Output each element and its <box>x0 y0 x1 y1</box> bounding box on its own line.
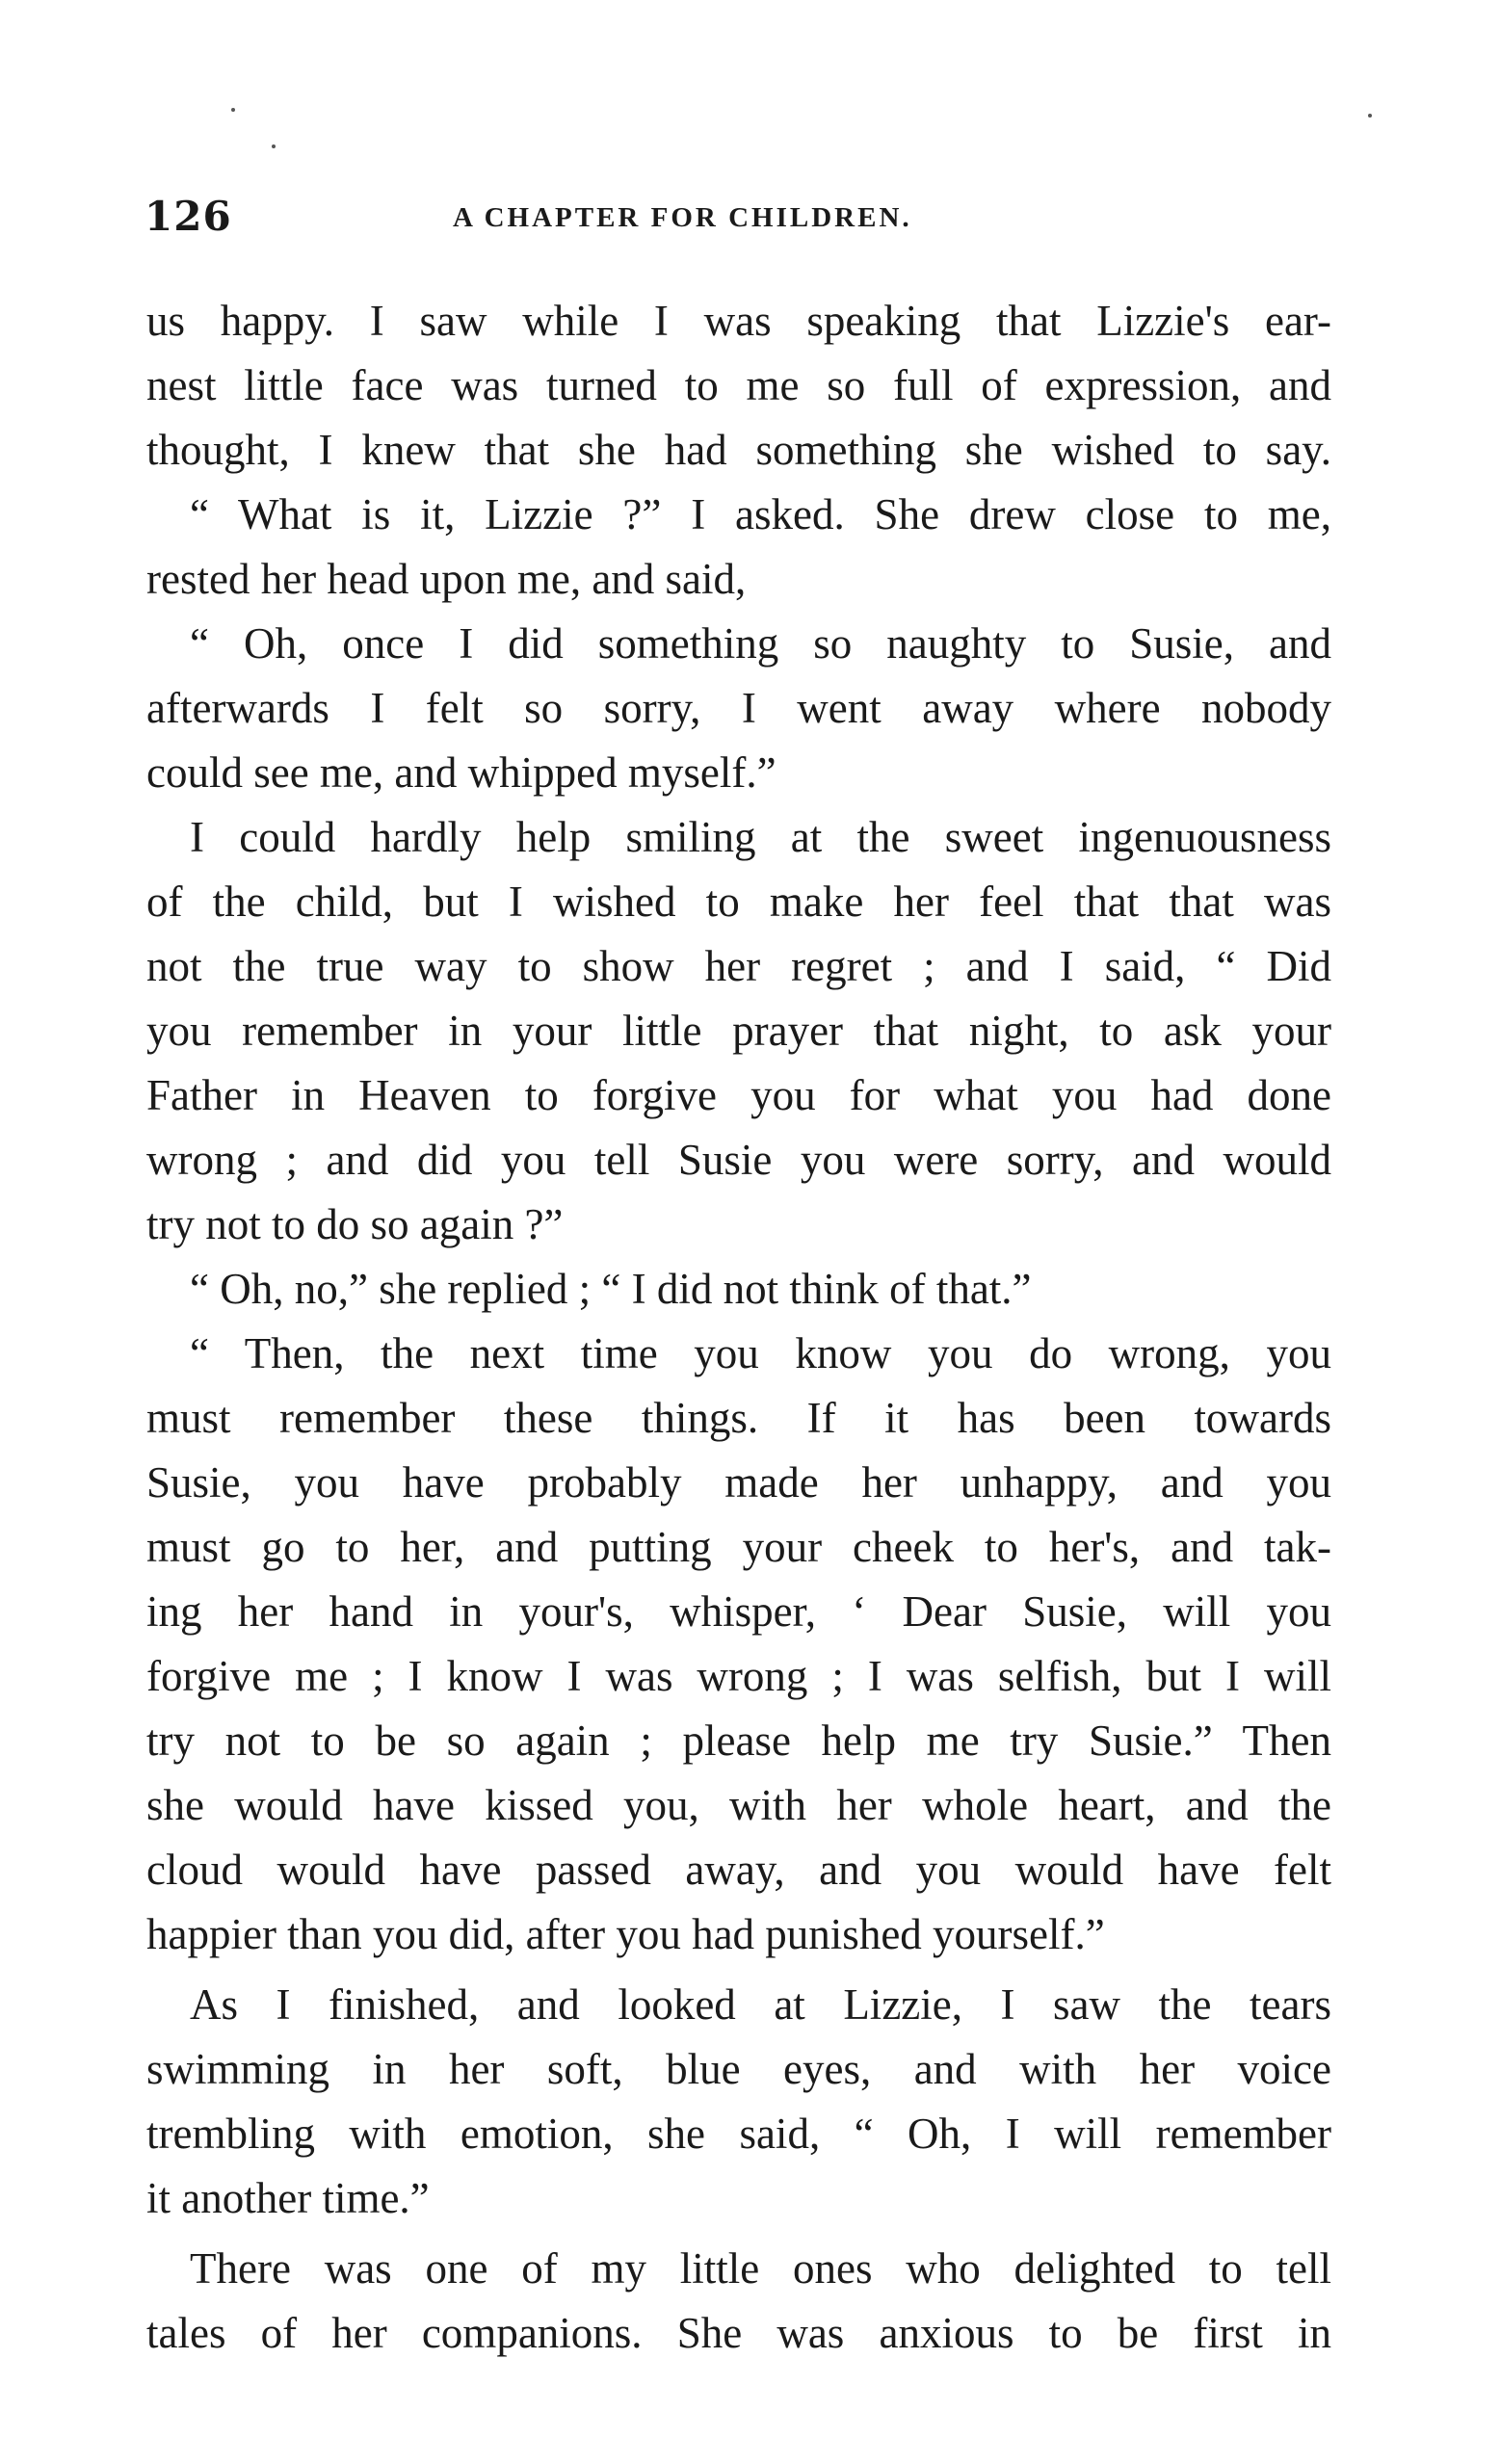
text-line: forgive me ; I know I was wrong ; I was selfish, but I will <box>146 1652 1331 1700</box>
text-line: must remember these things. If it has been towards <box>146 1394 1331 1442</box>
text-line: she would have kissed you, with her whole heart, and the <box>146 1781 1331 1829</box>
running-head <box>145 193 1349 250</box>
text-line: afterwards I felt so sorry, I went away where nobody <box>146 684 1331 732</box>
text-line: “ What is it, Lizzie ?” I asked. She drew close to me, <box>190 490 1331 538</box>
text-line: Father in Heaven to forgive you for what you had done <box>146 1071 1331 1119</box>
print-speck <box>272 144 276 148</box>
text-line: rested her head upon me, and said, <box>146 555 747 603</box>
print-speck <box>231 108 235 112</box>
text-line: As I finished, and looked at Lizzie, I saw the tears <box>190 1980 1331 2029</box>
text-line: happier than you did, after you had punished yourself.” <box>146 1910 1105 1958</box>
text-line: “ Oh, once I did something so naughty to Susie, and <box>190 619 1331 668</box>
text-line: ing her hand in your's, whisper, ‘ Dear Susie, will you <box>146 1587 1331 1636</box>
text-line: “ Oh, no,” she replied ; “ I did not think of that.” <box>190 1265 1032 1313</box>
chapter-title: A CHAPTER FOR CHILDREN. <box>453 202 912 233</box>
text-line: try not to do so again ?” <box>146 1200 564 1248</box>
text-line: it another time.” <box>146 2174 430 2222</box>
text-line: trembling with emotion, she said, “ Oh, I will remember <box>146 2110 1331 2158</box>
text-line: you remember in your little prayer that night, to ask your <box>146 1007 1331 1055</box>
text-line: Susie, you have probably made her unhappy, and you <box>146 1458 1331 1507</box>
text-line: tales of her companions. She was anxious to be first in <box>146 2309 1331 2357</box>
page-number: 126 <box>145 193 232 240</box>
body-text <box>146 289 1331 2366</box>
text-line: swimming in her soft, blue eyes, and with her voice <box>146 2045 1331 2093</box>
text-line: There was one of my little ones who delighted to tell <box>190 2244 1331 2293</box>
text-line: I could hardly help smiling at the sweet ingenuousness <box>190 813 1331 861</box>
text-line: thought, I knew that she had something she wished to say. <box>146 426 1331 474</box>
text-line: could see me, and whipped myself.” <box>146 748 776 797</box>
text-line: must go to her, and putting your cheek to her's, and tak- <box>146 1523 1331 1571</box>
text-line: wrong ; and did you tell Susie you were sorry, and would <box>146 1136 1331 1184</box>
text-line: of the child, but I wished to make her feel that that was <box>146 878 1331 926</box>
text-line: us happy. I saw while I was speaking that Lizzie's ear- <box>146 297 1331 345</box>
text-line: cloud would have passed away, and you would have felt <box>146 1846 1331 1894</box>
text-line: not the true way to show her regret ; and I said, “ Did <box>146 942 1331 990</box>
text-line: nest little face was turned to me so full of expression, and <box>146 361 1331 409</box>
text-line: try not to be so again ; please help me try Susie.” Then <box>146 1717 1331 1765</box>
print-speck <box>1368 114 1372 118</box>
text-line: “ Then, the next time you know you do wrong, you <box>190 1329 1331 1377</box>
